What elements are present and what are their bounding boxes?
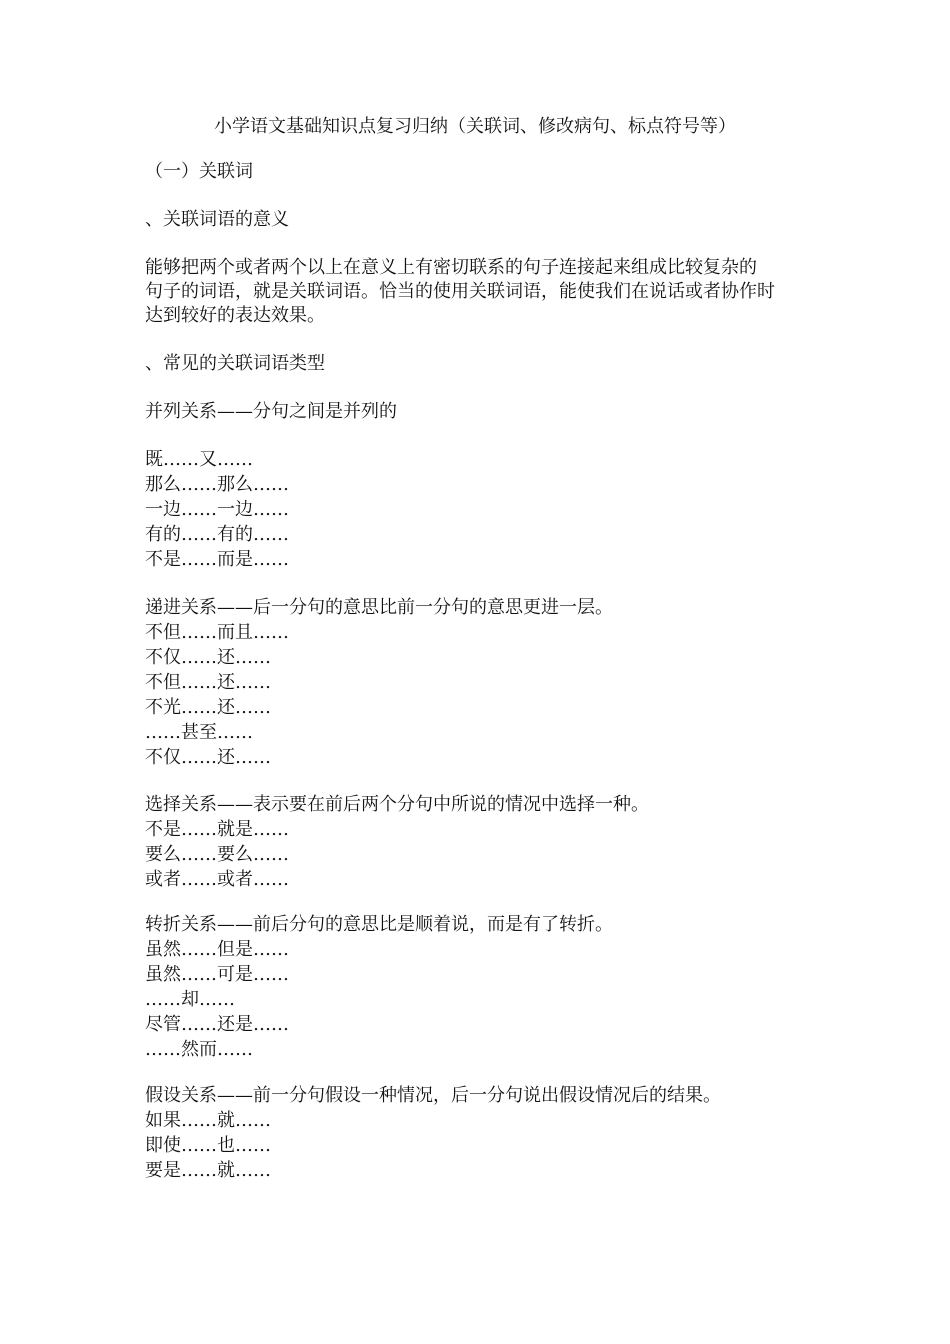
document-title: 小学语文基础知识点复习归纳（关联词、修改病句、标点符号等） bbox=[214, 116, 736, 137]
transition-heading: 转折关系——前后分句的意思比是顺着说，而是有了转折。 bbox=[145, 914, 613, 935]
list-item: 或者……或者…… bbox=[145, 869, 289, 890]
progressive-block bbox=[145, 595, 613, 770]
list-item: 不但……还…… bbox=[145, 672, 271, 693]
list-item: 既……又…… bbox=[145, 449, 253, 470]
list-item: ……却…… bbox=[145, 989, 235, 1010]
subsection-heading-meaning: 、关联词语的意义 bbox=[145, 209, 289, 230]
hypothesis-block bbox=[145, 1083, 721, 1183]
paragraph-line: 句子的词语，就是关联词语。恰当的使用关联词语，能使我们在说话或者协作时 bbox=[145, 281, 775, 302]
list-item: 虽然……可是…… bbox=[145, 964, 289, 985]
hypothesis-heading: 假设关系——前一分句假设一种情况，后一分句说出假设情况后的结果。 bbox=[145, 1085, 721, 1106]
list-item: 那么……那么…… bbox=[145, 474, 289, 495]
list-item: 不仅……还…… bbox=[145, 747, 271, 768]
subsection-heading-types: 、常见的关联词语类型 bbox=[145, 353, 325, 374]
choice-heading: 选择关系——表示要在前后两个分句中所说的情况中选择一种。 bbox=[145, 794, 649, 815]
list-item: 不是……就是…… bbox=[145, 819, 289, 840]
parallel-heading: 并列关系——分句之间是并列的 bbox=[145, 401, 397, 422]
list-item: ……甚至…… bbox=[145, 722, 253, 743]
list-item: 虽然……但是…… bbox=[145, 939, 289, 960]
list-item: 即使……也…… bbox=[145, 1135, 271, 1156]
list-item: 不仅……还…… bbox=[145, 647, 271, 668]
list-item: 要么……要么…… bbox=[145, 844, 289, 865]
list-item: 如果……就…… bbox=[145, 1110, 271, 1131]
paragraph-line: 达到较好的表达效果。 bbox=[145, 305, 325, 326]
choice-block bbox=[145, 792, 649, 892]
list-item: 不是……而是…… bbox=[145, 549, 289, 570]
parallel-list bbox=[145, 447, 289, 572]
list-item: 有的……有的…… bbox=[145, 524, 289, 545]
list-item: 要是……就…… bbox=[145, 1160, 271, 1181]
list-item: 一边……一边…… bbox=[145, 499, 289, 520]
list-item: 尽管……还是…… bbox=[145, 1014, 289, 1035]
list-item: 不但……而且…… bbox=[145, 622, 289, 643]
list-item: 不光……还…… bbox=[145, 697, 271, 718]
progressive-heading: 递进关系——后一分句的意思比前一分句的意思更进一层。 bbox=[145, 597, 613, 618]
section-heading-conjunctions: （一）关联词 bbox=[145, 161, 253, 182]
paragraph-line: 能够把两个或者两个以上在意义上有密切联系的句子连接起来组成比较复杂的 bbox=[145, 257, 757, 278]
list-item: ……然而…… bbox=[145, 1039, 253, 1060]
transition-block bbox=[145, 912, 613, 1062]
meaning-paragraph bbox=[145, 256, 825, 328]
